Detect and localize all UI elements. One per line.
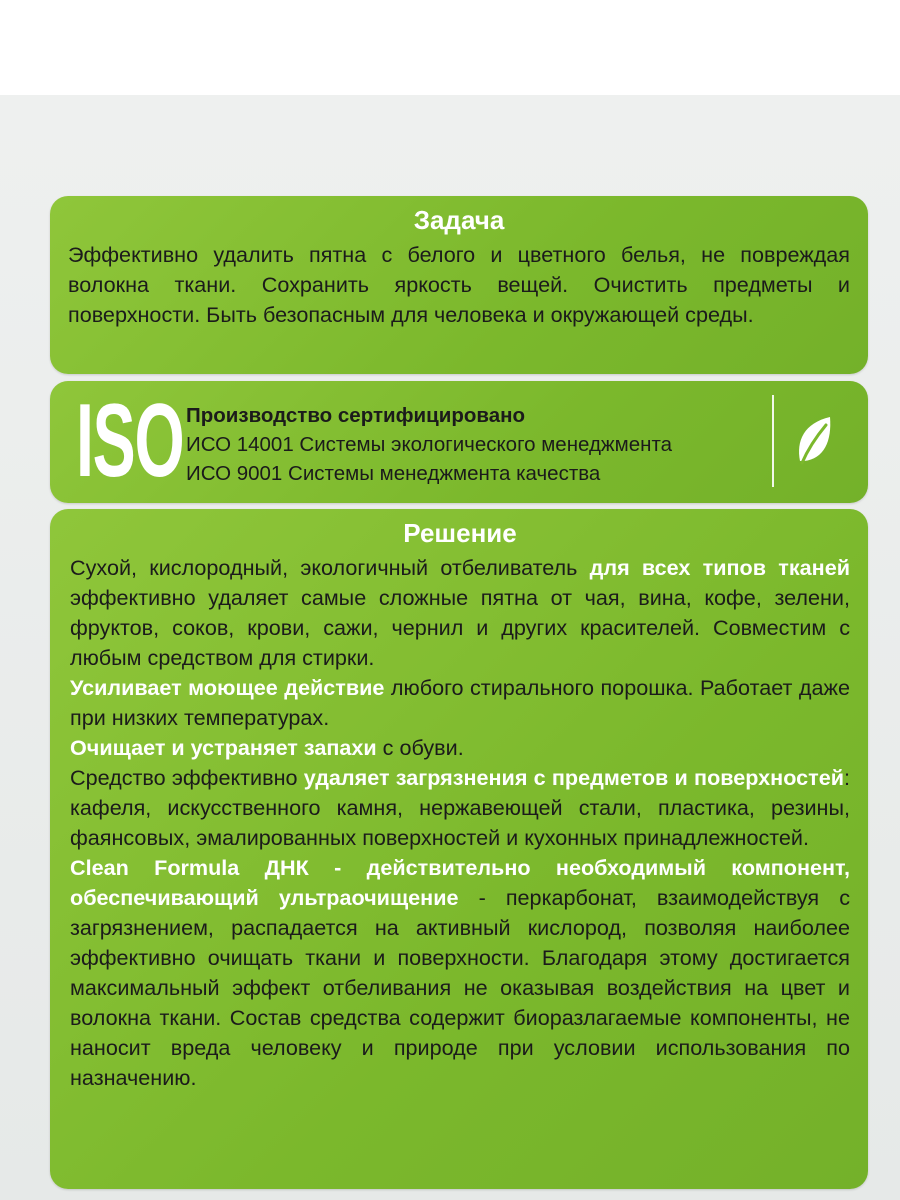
solution-p1-text-a: Сухой, кислородный, экологичный отбеливатель bbox=[70, 555, 590, 580]
task-title: Задача bbox=[413, 205, 505, 235]
certification-line-2: ИСО 14001 Системы экологического менеджмента bbox=[186, 433, 673, 456]
solution-panel bbox=[50, 509, 868, 1189]
solution-paragraph-4 bbox=[70, 763, 850, 853]
certification-line-3: ИСО 9001 Системы менеджмента качества bbox=[186, 462, 601, 485]
solution-p1-highlight: для всех типов тканей bbox=[589, 555, 850, 580]
certification-text bbox=[186, 401, 806, 488]
leaf-icon bbox=[790, 411, 840, 471]
solution-paragraph-1 bbox=[70, 553, 850, 673]
solution-p1-text-b: эффективно удаляет самые сложные пятна от чая, вина, кофе, зелени, фруктов, соков, крови, сажи, чернил и других красителей. Совместим с любым средством для стирки. bbox=[70, 585, 850, 670]
solution-p5-highlight: Clean Formula ДНК - действительно необходимый компонент, обеспечивающий ультраочищение bbox=[70, 855, 850, 910]
solution-paragraph-2 bbox=[70, 673, 850, 733]
solution-p4-text-a: Средство эффективно bbox=[70, 765, 304, 790]
vertical-divider bbox=[772, 395, 774, 487]
solution-p5-text: - перкарбонат, взаимодействуя с загрязнением, распадается на активный кислород, позволяя наиболее эффективно очищать ткани и поверхности. Благодаря этому достигается максимальный эффект отбеливания не оказывая воздействия на цвет и волокна ткани. Состав средства содержит биоразлагаемые компоненты, не наносит вреда человеку и природе при условии использования по назначению. bbox=[70, 885, 850, 1090]
solution-p4-highlight: удаляет загрязнения с предметов и поверхностей bbox=[303, 765, 844, 790]
solution-p3-text: с обуви. bbox=[376, 735, 464, 760]
certification-panel bbox=[50, 381, 868, 503]
solution-p2-highlight: Усиливает моющее действие bbox=[70, 675, 385, 700]
task-panel bbox=[50, 196, 868, 374]
solution-p3-highlight: Очищает и устраняет запахи bbox=[70, 735, 377, 760]
certification-line-1: Производство сертифицировано bbox=[186, 404, 526, 427]
solution-paragraph-5 bbox=[70, 853, 850, 1093]
solution-title: Решение bbox=[403, 518, 517, 548]
solution-paragraph-3 bbox=[70, 733, 850, 763]
solution-p4-text-b: : кафеля, искусственного камня, нержавеющей стали, пластика, резины, фаянсовых, эмалированных поверхностей и кухонных принадлежностей. bbox=[70, 765, 850, 850]
task-text: Эффективно удалить пятна с белого и цветного белья, не повреждая волокна ткани. Сохранить яркость вещей. Очистить предметы и поверхности. Быть безопасным для человека и окружающей среды. bbox=[68, 242, 850, 327]
solution-p2-text: любого стирального порошка. Работает даже при низких температурах. bbox=[70, 675, 851, 730]
iso-logo: ISO bbox=[76, 383, 184, 499]
